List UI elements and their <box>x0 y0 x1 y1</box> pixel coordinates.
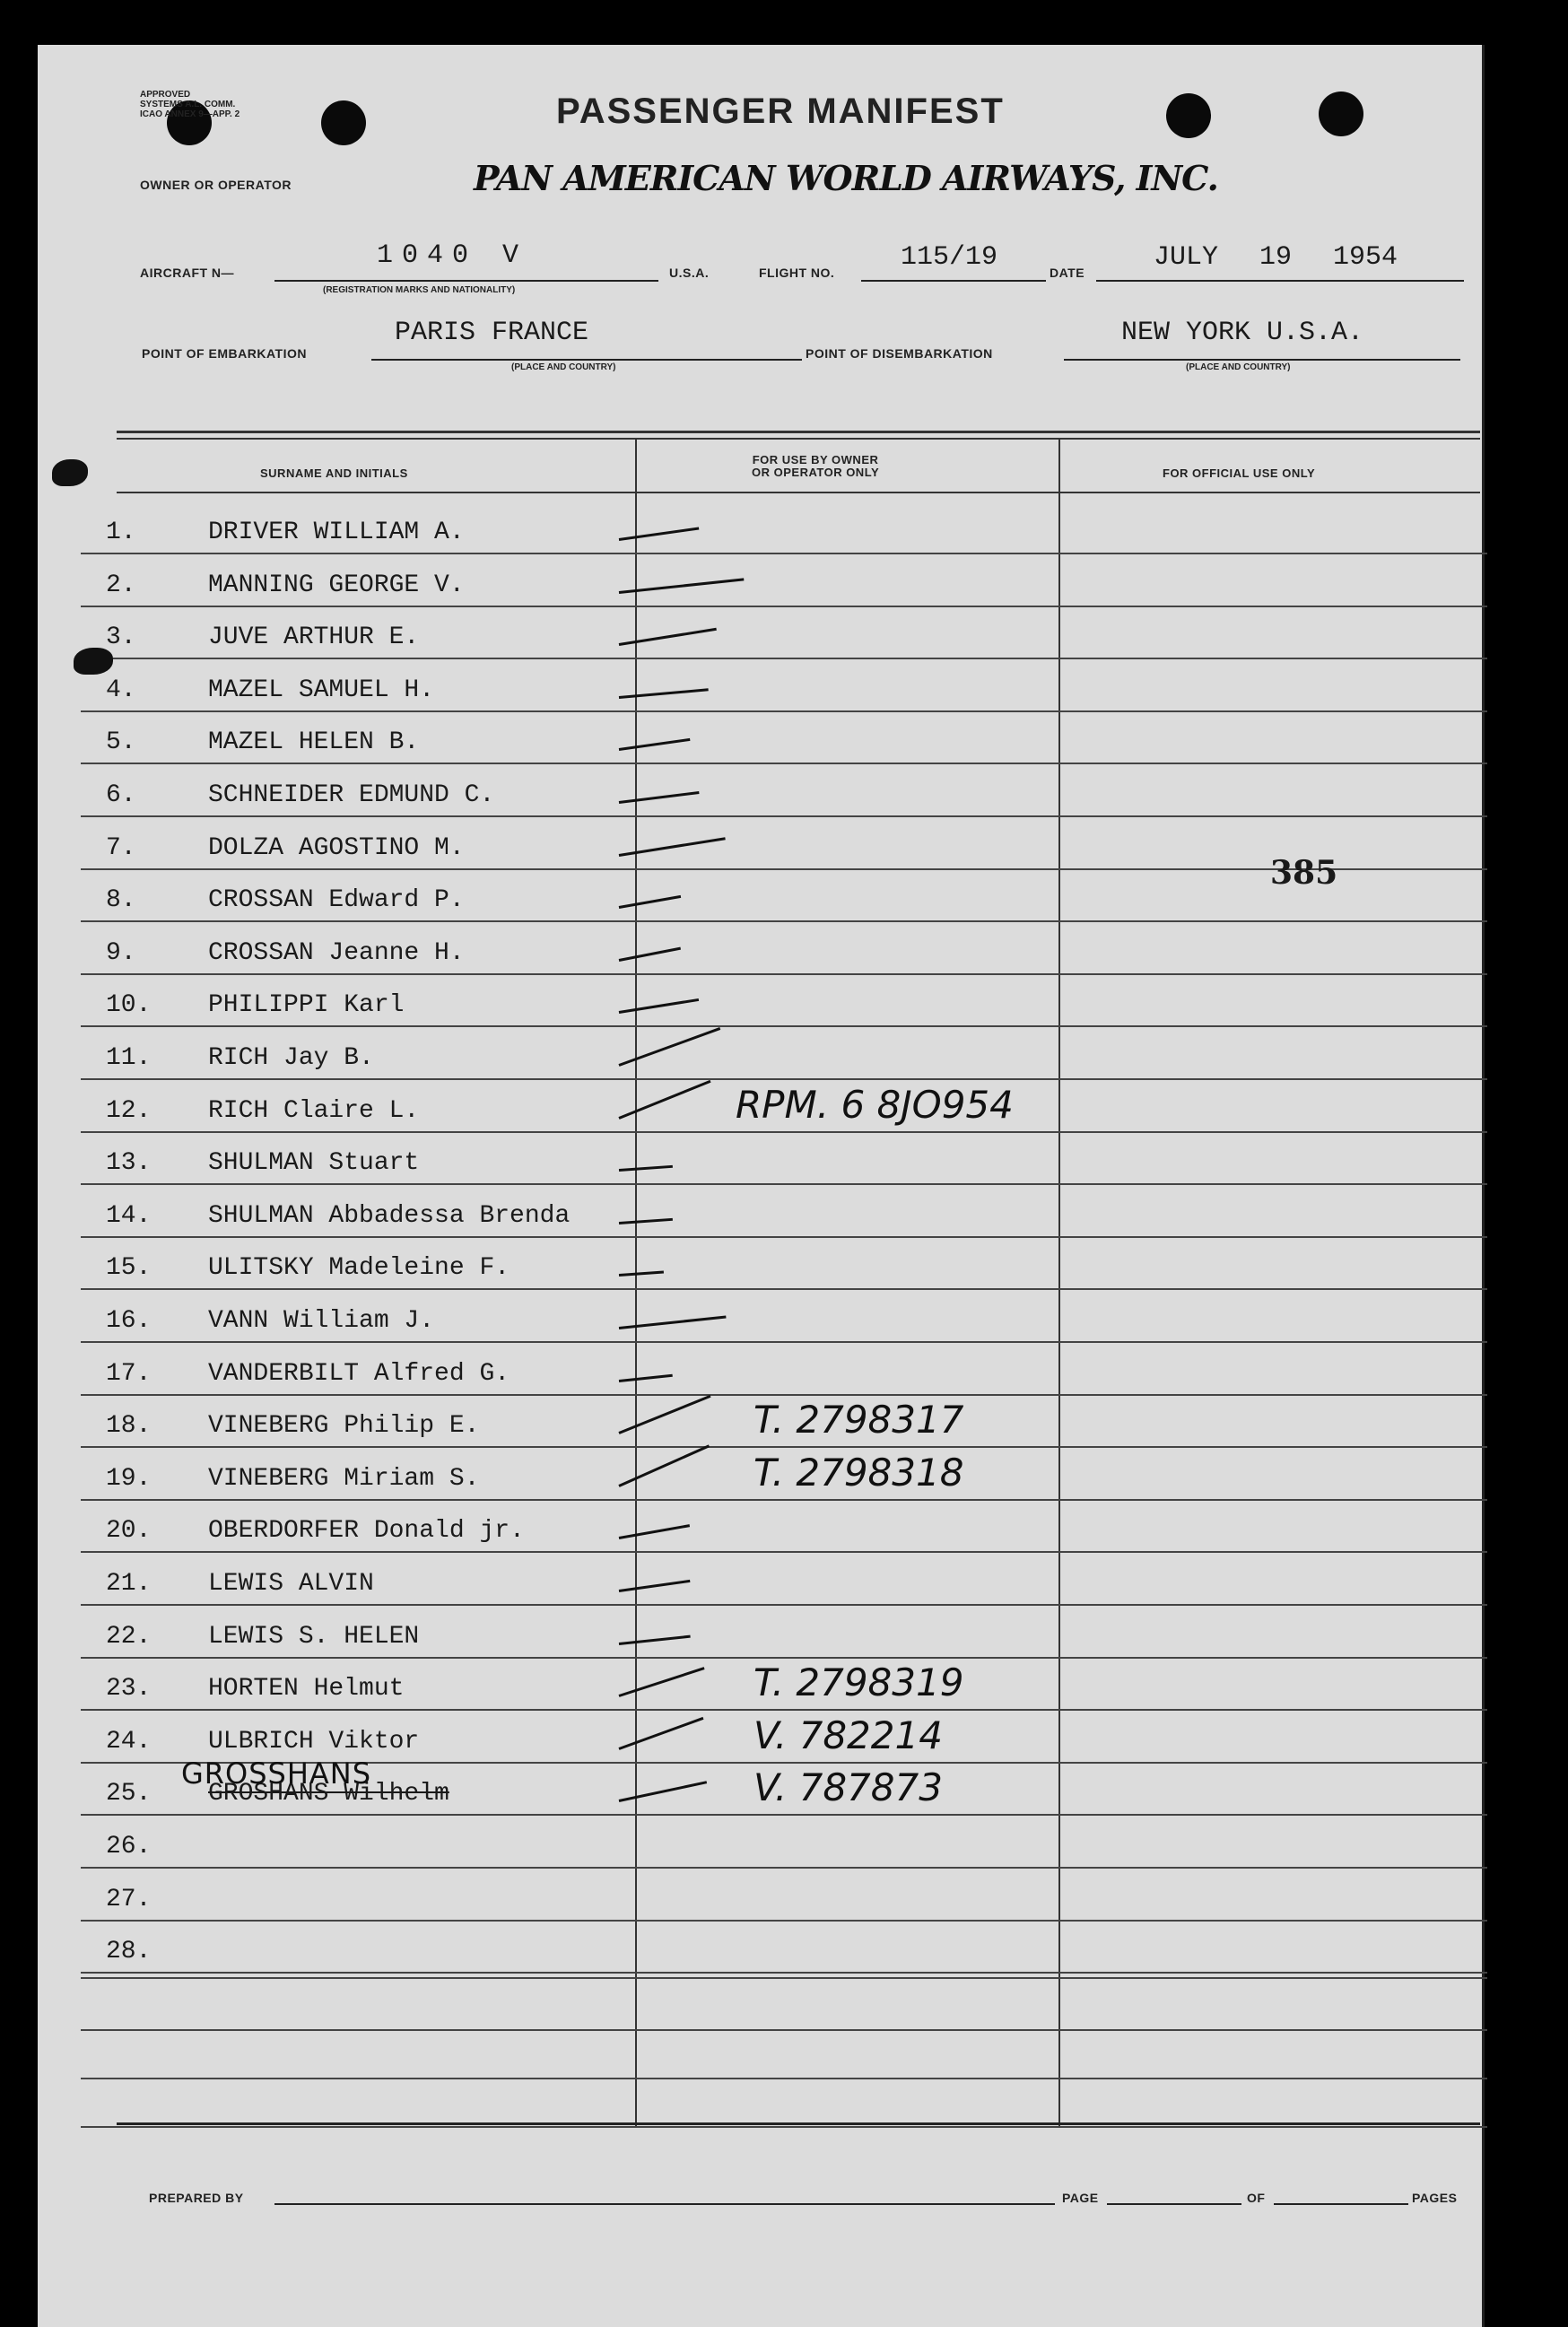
col-surname-header: SURNAME AND INITIALS <box>260 466 408 480</box>
passenger-name: MANNING GEORGE V. <box>208 571 465 599</box>
embark-label: POINT OF EMBARKATION <box>142 346 307 361</box>
row-number: 4. <box>106 675 136 704</box>
row-line <box>81 1499 1487 1501</box>
owner-label: OWNER OR OPERATOR <box>140 178 292 192</box>
row-line <box>81 1131 1487 1133</box>
row-number: 1. <box>106 519 136 546</box>
table-top-rule-2 <box>117 438 1480 440</box>
row-number: 23. <box>106 1675 152 1704</box>
passenger-name: CROSSAN Edward P. <box>208 886 465 915</box>
row-line <box>81 1709 1487 1711</box>
row-line <box>81 1341 1487 1343</box>
row-number: 8. <box>106 886 136 915</box>
row-number: 6. <box>106 781 136 809</box>
ink-smudge <box>52 459 88 486</box>
row-line <box>81 815 1487 817</box>
approval-stamp: APPROVED SYSTEMS A.L. COMM. ICAO ANNEX 9—APP. 2 <box>140 90 240 119</box>
row-number: 17. <box>106 1359 152 1388</box>
blank-line <box>81 2126 1487 2128</box>
row-number: 21. <box>106 1570 152 1598</box>
row-number: 7. <box>106 833 136 862</box>
row-line <box>81 1288 1487 1290</box>
operator-mark: RPM. 6 8JO954 <box>736 1082 1014 1127</box>
passenger-name: RICH Claire L. <box>208 1096 420 1125</box>
row-line <box>81 1551 1487 1553</box>
operator-mark: T. 2798319 <box>754 1660 964 1705</box>
registration-note: (REGISTRATION MARKS AND NATIONALITY) <box>323 285 516 295</box>
row-line <box>81 1604 1487 1606</box>
blank-line <box>81 2029 1487 2031</box>
embark-underline <box>371 359 802 361</box>
row-line <box>81 606 1487 607</box>
row-line <box>81 1920 1487 1922</box>
row-line <box>81 973 1487 975</box>
passenger-name: VANDERBILT Alfred G. <box>208 1359 510 1388</box>
passenger-name: VANN William J. <box>208 1307 435 1335</box>
operator-mark: T. 2798317 <box>754 1398 964 1442</box>
handwritten-correction: GROSSHANS <box>181 1756 372 1791</box>
passenger-name: GROSHANS Wilhelm <box>208 1780 449 1808</box>
col-official-header: FOR OFFICIAL USE ONLY <box>1163 466 1316 480</box>
ink-smudge <box>74 648 113 675</box>
passenger-name: ULITSKY Madeleine F. <box>208 1254 510 1283</box>
passenger-name: JUVE ARTHUR E. <box>208 623 420 652</box>
row-line <box>81 1236 1487 1238</box>
operator-mark: V. 787873 <box>754 1765 943 1810</box>
row-number: 12. <box>106 1096 152 1125</box>
usa-label: U.S.A. <box>669 266 710 280</box>
row-number: 22. <box>106 1622 152 1651</box>
table-header-rule <box>117 492 1480 493</box>
passenger-name: MAZEL SAMUEL H. <box>208 675 435 704</box>
row-line <box>81 1183 1487 1185</box>
disembark-underline <box>1064 359 1460 361</box>
flight-underline <box>861 280 1046 282</box>
row-line <box>81 710 1487 712</box>
page-underline <box>1107 2203 1241 2205</box>
passenger-name: HORTEN Helmut <box>208 1675 405 1704</box>
operator-mark: T. 2798318 <box>754 1450 964 1495</box>
row-line <box>81 1972 1487 1974</box>
disembark-note: (PLACE AND COUNTRY) <box>1186 362 1291 372</box>
table-bottom-rule <box>117 2122 1480 2125</box>
passenger-name: PHILIPPI Karl <box>208 991 405 1020</box>
row-number: 9. <box>106 938 136 967</box>
disembark-value: NEW YORK U.S.A. <box>1121 318 1364 348</box>
row-number: 14. <box>106 1201 152 1230</box>
official-number: 385 <box>1270 854 1338 892</box>
embark-note: (PLACE AND COUNTRY) <box>511 362 616 372</box>
passenger-name: MAZEL HELEN B. <box>208 728 420 757</box>
row-number: 10. <box>106 991 152 1020</box>
row-line <box>81 1814 1487 1816</box>
passenger-name: RICH Jay B. <box>208 1044 374 1072</box>
passenger-name: VINEBERG Miriam S. <box>208 1464 480 1493</box>
disembark-label: POINT OF DISEMBARKATION <box>806 346 993 361</box>
row-number: 11. <box>106 1044 152 1072</box>
row-line <box>81 553 1487 554</box>
passenger-name: CROSSAN Jeanne H. <box>208 938 465 967</box>
owner-value: PAN AMERICAN WORLD AIRWAYS, INC. <box>474 158 1218 198</box>
col-operator-header: FOR USE BY OWNER OR OPERATOR ONLY <box>752 453 880 479</box>
row-number: 15. <box>106 1254 152 1283</box>
page-right-edge <box>1482 45 1485 2327</box>
row-line <box>81 1657 1487 1659</box>
row-number: 16. <box>106 1307 152 1335</box>
passenger-name: VINEBERG Philip E. <box>208 1412 480 1441</box>
page-label: PAGE <box>1062 2191 1099 2205</box>
passenger-name: OBERDORFER Donald jr. <box>208 1517 525 1546</box>
row-line <box>81 763 1487 764</box>
row-number: 13. <box>106 1149 152 1178</box>
date-label: DATE <box>1050 266 1085 280</box>
row-number: 27. <box>106 1885 152 1913</box>
row-number: 20. <box>106 1517 152 1546</box>
page-title: PASSENGER MANIFEST <box>556 92 1005 131</box>
table-top-rule <box>117 431 1480 433</box>
row-number: 3. <box>106 623 136 652</box>
blank-line <box>81 1977 1487 1979</box>
row-line <box>81 658 1487 659</box>
aircraft-underline <box>274 280 658 282</box>
embark-value: PARIS FRANCE <box>395 318 589 348</box>
prepared-by-label: PREPARED BY <box>149 2191 244 2205</box>
of-underline <box>1274 2203 1408 2205</box>
of-label: OF <box>1247 2191 1266 2205</box>
flight-value: 115/19 <box>901 242 998 273</box>
passenger-name: LEWIS S. HELEN <box>208 1622 420 1651</box>
date-value: JULY 19 1954 <box>1154 242 1398 273</box>
row-number: 19. <box>106 1464 152 1493</box>
row-line <box>81 1446 1487 1448</box>
manifest-page <box>38 45 1484 2327</box>
passenger-name: SHULMAN Abbadessa Brenda <box>208 1201 571 1230</box>
row-number: 25. <box>106 1780 152 1808</box>
aircraft-value: 1040 V <box>377 240 528 271</box>
row-number: 2. <box>106 571 136 599</box>
date-underline <box>1096 280 1464 282</box>
punch-hole <box>321 100 366 145</box>
row-line <box>81 1025 1487 1027</box>
pages-label: PAGES <box>1412 2191 1458 2205</box>
row-line <box>81 1867 1487 1869</box>
row-number: 26. <box>106 1833 152 1861</box>
punch-hole <box>1319 92 1363 136</box>
passenger-name: ULBRICH Viktor <box>208 1727 420 1756</box>
aircraft-label: AIRCRAFT N— <box>140 266 235 280</box>
blank-line <box>81 2078 1487 2079</box>
row-line <box>81 920 1487 922</box>
operator-mark: V. 782214 <box>754 1713 943 1757</box>
row-line <box>81 1394 1487 1396</box>
punch-hole <box>1166 93 1211 138</box>
passenger-name: LEWIS ALVIN <box>208 1570 374 1598</box>
passenger-name: SHULMAN Stuart <box>208 1149 420 1178</box>
row-line <box>81 1078 1487 1080</box>
row-number: 24. <box>106 1727 152 1756</box>
row-number: 28. <box>106 1938 152 1966</box>
passenger-name: DRIVER WILLIAM A. <box>208 519 465 546</box>
flight-label: FLIGHT NO. <box>759 266 835 280</box>
column-divider-2 <box>1058 440 1060 2126</box>
passenger-name: SCHNEIDER EDMUND C. <box>208 781 495 809</box>
prepared-underline <box>274 2203 1055 2205</box>
row-number: 5. <box>106 728 136 757</box>
passenger-name: DOLZA AGOSTINO M. <box>208 833 465 862</box>
column-divider-1 <box>635 440 637 2126</box>
row-number: 18. <box>106 1412 152 1441</box>
